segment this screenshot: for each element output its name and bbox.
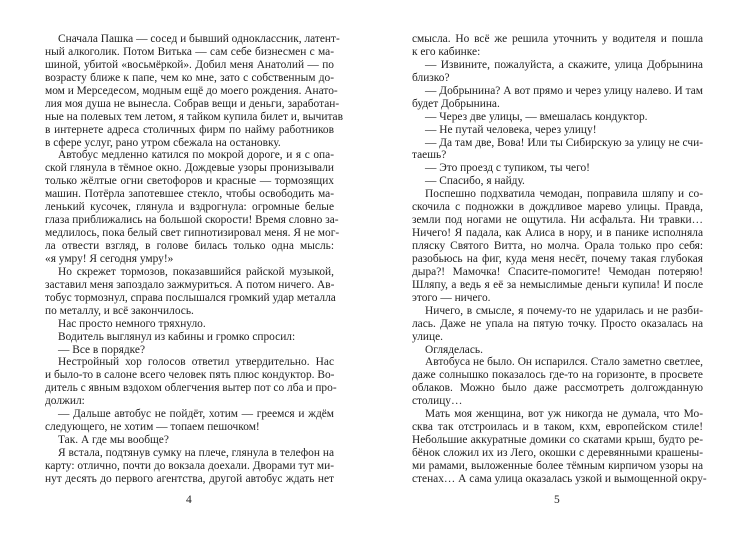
text-line: Но скрежет тормозов, показавшийся райской музыкой,	[58, 265, 334, 278]
text-line: — Через две улицы, — вмешалась кондуктор.	[425, 110, 648, 123]
text-line: стенах… А сама улица оказалась узкой и вымощенной окру-	[412, 472, 707, 485]
text-line: ской глянула в тёмное окно. Дождевые узоры пронизывали	[45, 162, 334, 175]
text-line: столицу…	[412, 395, 463, 408]
page-number-right: 5	[554, 494, 560, 506]
text-line: Сначала Пашка — сосед и бывший одноклассник, латент-	[58, 33, 340, 45]
text-line: Водитель выглянул из кабины и громко спросил:	[58, 330, 296, 343]
text-line: Ничего! Я падала, как Алиса в нору, и в панике исполняла	[412, 227, 703, 240]
text-line: Мать моя женщина, вот уж никогда не думала, что Мо-	[425, 408, 703, 421]
text-line: Я встала, подтянув сумку на плече, глянула в телефон на	[58, 447, 334, 459]
text-line: ленький кусочек, глянула и вздрогнула: огромные белые	[45, 201, 334, 214]
text-line: «я умру! Я сегодня умру!»	[45, 252, 174, 265]
text-line: даже солнышко показалось где-то на горизонте, в просвете	[412, 369, 703, 382]
page-number-left: 4	[186, 494, 192, 506]
text-line: следующего, не хотим — топаем пешочком!	[45, 421, 260, 434]
text-line: в интернете адреса столичных фирм по найму работников	[45, 123, 334, 136]
text-line: облаков. Можно было даже рассмотреть долгожданную	[412, 382, 703, 395]
text-line: смысла. Но всё же решила уточнить у водителя и пошла	[412, 33, 703, 45]
text-line: только жёлтые огни светофоров и красные — тормозящих	[45, 175, 334, 188]
text-line: нут десять до первого агентства, другой автобус ждать нет	[45, 472, 334, 485]
text-line: тобус тормознул, справа послышался громкий удар металла	[45, 291, 336, 304]
text-line: Шляпу, а ведь я её за немыслимые деньги купила! И после	[412, 278, 703, 291]
text-line: Нас просто немного тряхнуло.	[58, 317, 206, 330]
text-line: Огляделась.	[425, 343, 483, 356]
text-line: лась. Даже не упала на пятую точку. Просто оказалась на	[412, 317, 703, 330]
text-line: дыра?! Мамочка! Спасите-помогите! Чемодан потеряю!	[412, 265, 703, 278]
text-line: земли под ногами не ощутила. Ни асфальта. Ни травки…	[412, 214, 703, 227]
text-line: мом и Мерседесом, модным ещё до моего рождения. Анато-	[45, 84, 338, 97]
text-line: шиной, убитой «восьмёркой». Добил меня Анатолий — по	[45, 58, 334, 71]
text-line: Ничего, в смысле, я почему-то не ударилась и не разби-	[425, 304, 703, 317]
left-page-text	[45, 33, 343, 486]
text-line: лия моя душа не вынесла. Собрав вещи и деньги, заработан-	[45, 97, 340, 110]
text-line: — Дальше автобус не пойдёт, хотим — греемся и ждём	[58, 408, 334, 421]
text-line: медлилось, пока белый свет гипнотизировал меня. Я не мог-	[45, 227, 340, 240]
text-line: — Да там две, Вова! Или ты Сибирскую за улицу не счи-	[425, 136, 703, 149]
text-line: ные на полевых тем летом, я тайком купила билет и, вычитав	[45, 110, 343, 123]
text-line: — Извините, пожалуйста, а скажите, улица Добрынина	[425, 58, 703, 71]
text-line: близко?	[412, 71, 450, 84]
text-line: сква так отстроилась и в таком, кхм, европейском стиле!	[412, 421, 703, 434]
text-line: глаза приближались на большой скорости! Время словно за-	[45, 214, 339, 227]
text-line: улице.	[412, 330, 443, 343]
text-line: бёнок сложил их из Лего, окошки с деревянными крашены-	[412, 447, 703, 459]
text-line: Так. А где мы вообще?	[58, 434, 169, 447]
text-line: Автобуса не было. Он испарился. Стало заметно светлее,	[425, 356, 703, 369]
text-line: Поспешно подхватила чемодан, поправила шляпу и со-	[425, 188, 703, 201]
text-line: — Это проезд с тупиком, ты чего!	[425, 162, 590, 175]
text-line: ми рамами, выложенные более тёмным кирпичом узоры на	[412, 459, 703, 472]
text-line: возрасту ближе к папе, чем ко мне, зато с собственным до-	[45, 71, 334, 84]
text-line: — Не путай человека, через улицу!	[425, 123, 597, 136]
text-line: в сфере услуг, рано утром сбежала на остановку.	[45, 136, 281, 149]
text-line: и было-то в салоне всего человек пять плюс кондуктор. Во-	[45, 369, 335, 382]
text-line: по металлу, и всё закончилось.	[45, 304, 194, 317]
text-line: ла отвести взгляд, в голове билась только одна мысль:	[45, 240, 334, 252]
text-line: должил:	[45, 395, 85, 408]
text-line: скочила с подножки в дождливое марево улицы. Правда,	[412, 201, 703, 214]
text-line: разобьюсь на фиг, куда меня несёт, почему такая глубокая	[412, 252, 703, 265]
text-line: Автобус медленно катился по мокрой дороге, и я с опа-	[58, 149, 334, 162]
text-line: будет Добрынина.	[412, 97, 500, 110]
text-line: машин. Потёрла запотевшее стекло, чтобы освободить ма-	[45, 188, 334, 201]
text-line: этого — ничего.	[412, 291, 491, 304]
text-line: таешь?	[412, 149, 447, 162]
text-line: Небольшие аккуратные домики со скатами крыш, будто ре-	[412, 434, 703, 447]
text-line: дитель с явным вздохом облегчения вытер пот со лба и про-	[45, 382, 337, 395]
text-line: — Добрынина? А вот прямо и через улицу налево. И там	[425, 84, 703, 97]
text-line: пляску Святого Витта, но молча. Орала только про себя:	[412, 240, 703, 252]
right-page-text	[412, 33, 707, 486]
text-line: Нестройный хор голосов ответил утвердительно. Нас	[58, 356, 334, 369]
text-line: к его кабинке:	[412, 45, 481, 58]
text-line: ный алкоголик. Потом Витька — сам себе бизнесмен с ма-	[45, 45, 334, 58]
text-line: заставил меня запоздало зажмуриться. А потом ничего. Ав-	[45, 278, 335, 291]
text-line: карту: отлично, почти до вокзала доехали. Дворами тут ми-	[45, 459, 334, 472]
text-line: — Спасибо, я найду.	[425, 175, 525, 188]
text-line: — Все в порядке?	[58, 343, 146, 356]
